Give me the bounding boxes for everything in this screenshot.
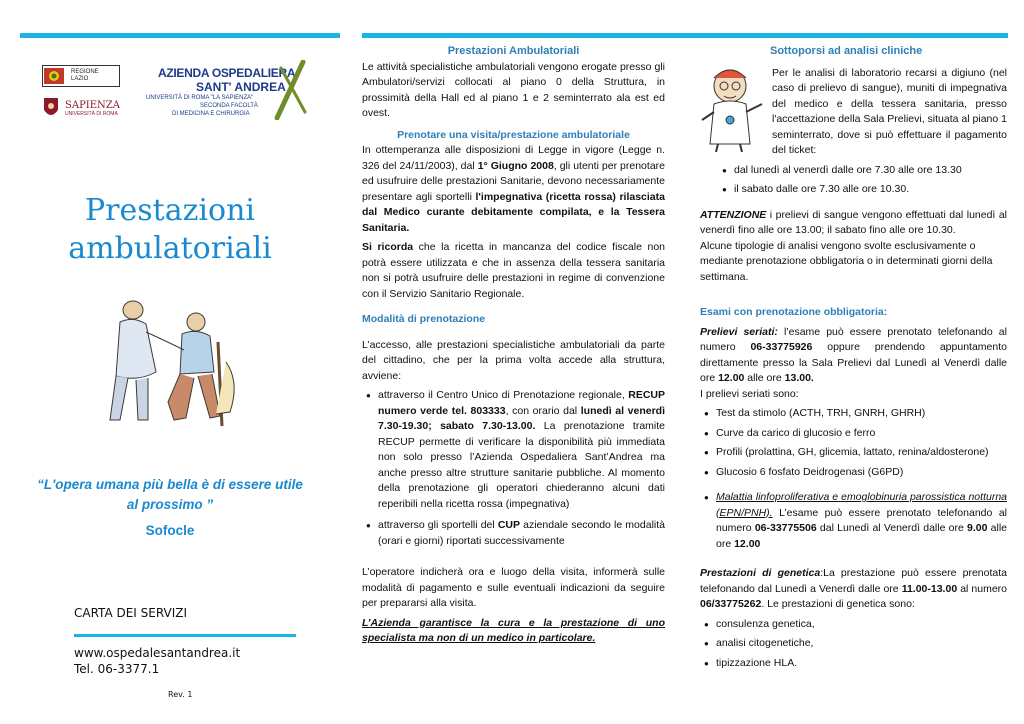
- hours-weekday: ● dal lunedì al venerdì dalle ore 7.30 alle ore 13.30: [700, 163, 1007, 179]
- andrea-cross-icon: [273, 60, 313, 120]
- top-bar-right: [362, 33, 1008, 38]
- prenotare-heading: Prenotare una visita/prestazione ambulatoriale: [397, 128, 630, 141]
- regione-emblem-icon: [43, 67, 65, 85]
- recup-text-c: , con orario dal: [505, 404, 581, 417]
- malattia-item: [700, 490, 1007, 552]
- sapienza-sub: UNIVERSITÀ DI ROMA: [65, 110, 118, 117]
- quote-author: Sofocle: [145, 523, 195, 538]
- prelievi-label: Prelievi seriati:: [700, 325, 778, 338]
- ricorda-label: Si ricorda: [362, 241, 414, 253]
- accesso-paragraph: L’accesso, alle prestazioni specialistiche ambulatoriali da parte del cittadino, che per la prima volta accede alla struttura, avviene:: [362, 338, 665, 382]
- prelievi-number: 06-33775926: [750, 341, 813, 353]
- legge-date: 1° Giugno 2008: [477, 159, 554, 172]
- sapienza-label: SAPIENZA: [65, 99, 120, 111]
- website-link[interactable]: www.ospedalesantandrea.it: [74, 646, 241, 660]
- garanzia-paragraph: L’Azienda garantisce la cura e la prestazione di uno specialista ma non di un medico in particolare.: [362, 616, 665, 644]
- panel-middle: [362, 40, 665, 647]
- genetica-item: ● analisi citogenetiche,: [700, 636, 1007, 652]
- cup-label: CUP: [497, 519, 521, 531]
- regione-label: REGIONE LAZIO: [71, 69, 99, 82]
- malattia-hour-start: 9.00: [967, 522, 988, 534]
- esami-heading: Esami con prenotazione obbligatoria:: [700, 306, 888, 318]
- genetica-text-a: :La prestazione può essere prenotata telefonando dal Lunedì a Venerdì dalle ore: [700, 567, 1007, 595]
- seriati-item: ● Test da stimolo (ACTH, TRH, GNRH, GHRH): [700, 406, 1007, 422]
- operatore-paragraph: L’operatore indicherà ora e luogo della visita, informerà sulle modalità di pagamento e sulle eventuali indicazioni da seguire per prepararsi alla visita.: [362, 566, 665, 609]
- seriati-item: ● Profili (prolattina, GH, glicemia, lattato, renina/aldosterone): [700, 445, 1007, 461]
- brochure-title-line2: ambulatoriali: [68, 231, 272, 266]
- right-heading: Sottoporsi ad analisi cliniche: [770, 45, 923, 57]
- malattia-text-a: L’esame può essere prenotato telefonando al numero: [716, 506, 1007, 534]
- seriati-item: ● Curve da carico di glucosio e ferro: [700, 426, 1007, 442]
- university-line: UNIVERSITÀ DI ROMA "LA SAPIENZA": [146, 95, 254, 101]
- panel-right: [700, 40, 1007, 671]
- prelievi-text-c: alle ore: [744, 372, 785, 384]
- ricorda-text: che la ricetta in mancanza del codice fiscale non potrà essere utilizzata e che in assenza della tessera sanitaria non si potrà usufruire delle prestazioni in regime di convenzione con il Servizio Sanitario Regionale.: [362, 241, 665, 300]
- seriati-item: ● Glucosio 6 fosfato Deidrogenasi (G6PD): [700, 465, 1007, 481]
- prelievi-hour-end: 13.00.: [784, 372, 814, 384]
- panel-left: [20, 40, 340, 724]
- legge-impegnativa: l'impegnativa (ricetta rossa) rilasciata dal Medico curante debitamente compilata, e la Tessera Sanitaria.: [362, 190, 665, 234]
- legge-paragraph: [362, 143, 665, 236]
- quote-block: [20, 475, 320, 541]
- cup-text-c: aziendale secondo le modalità (orari e giorni) riportati successivamente: [378, 519, 665, 547]
- prelievi-text-a: l’esame può essere prenotato telefonando al numero: [700, 325, 1007, 353]
- genetica-text-c: . Le prestazioni di genetica sono:: [761, 598, 915, 610]
- doctor-illustration: [700, 64, 766, 154]
- alcune-paragraph: Alcune tipologie di analisi vengono svolte esclusivamente o mediante prenotazione obbligatoria o in determinati giorni della settimana.: [700, 239, 993, 283]
- analisi-intro: Per le analisi di laboratorio recarsi a digiuno (nel caso di prelievo di sangue), muniti di impegnativa del medico e della tessera sanitaria, presso l'accettazione della Sala Prelievi, situata al piano 1 seminterrato, dove si può effettuare il pagamento del ticket:: [772, 66, 1007, 156]
- malattia-number: 06-33775506: [754, 522, 817, 534]
- prelievi-hour-start: 12.00: [718, 372, 745, 384]
- genetica-item: ● consulenza genetica,: [700, 617, 1007, 633]
- attenzione-paragraph: [700, 208, 1007, 239]
- hours-saturday: ● il sabato dalle ore 7.30 alle ore 10.30.: [700, 182, 1007, 198]
- malattia-text-c: alle ore: [716, 522, 1008, 550]
- cup-item: [362, 518, 665, 549]
- hospital-name-line1: AZIENDA OSPEDALIERA: [158, 66, 296, 80]
- sapienza-seal-icon: [42, 96, 60, 120]
- recup-text-a: attraverso il Centro Unico di Prenotazione regionale,: [378, 389, 629, 401]
- prelievi-paragraph: [700, 325, 1007, 387]
- footer-bar: [74, 634, 296, 637]
- genetica-paragraph: [700, 566, 1007, 613]
- prelievi-text-b: oppure prendendo appuntamento direttamente presso la Sala Prelievi dal Lunedì al Venerdì dalle ore: [700, 341, 1007, 384]
- ricorda-paragraph: [362, 240, 665, 302]
- top-bar-left: [20, 33, 340, 38]
- genetica-hours: 11.00-13.00: [901, 582, 958, 595]
- recup-item: [362, 388, 665, 512]
- faculty-line2: DI MEDICINA E CHIRURGIA: [172, 111, 250, 117]
- attenzione-label: ATTENZIONE: [700, 208, 767, 221]
- brochure-title-line1: Prestazioni: [85, 193, 255, 228]
- nurse-patient-illustration: [98, 292, 248, 432]
- hospital-logo: [138, 60, 318, 130]
- revision-label: Rev. 1: [168, 690, 193, 699]
- phone-number: Tel. 06-3377.1: [74, 662, 160, 676]
- hospital-name-line2: SANT' ANDREA: [196, 80, 286, 94]
- quote-line2: al prossimo ”: [126, 497, 214, 512]
- attenzione-text: i prelievi di sangue vengono effettuati dal lunedì al venerdì fino alle ore 13.00; il sabato fino alle ore 10.30.: [700, 208, 1007, 236]
- malattia-label: Malattia linfoproliferativa e emoglobinuria parossistica notturna (EPN/PNH).: [716, 491, 1007, 519]
- seriati-intro: I prelievi seriati sono:: [700, 387, 799, 400]
- modalita-heading: Modalità di prenotazione: [362, 313, 486, 325]
- brochure-title: [20, 192, 320, 268]
- legge-text-a: In ottemperanza alle disposizioni di Legge in vigore (Legge n. 326 del 24/11/2003), dal: [362, 144, 665, 172]
- recup-text-e: La prenotazione tramite RECUP permette di verificare la disponibilità più immediata non solo presso l’Azienda Ospedaliera Sant’Andrea ma anche presso altre strutture sanitarie pubbliche. Al momento della prenotazione gli operatori chiederanno alcuni dati reperibili nella ricetta rossa (impegnativa): [378, 420, 666, 510]
- genetica-text-b: al numero: [957, 582, 1008, 595]
- faculty-line1: SECONDA FACOLTÀ: [200, 103, 258, 109]
- sapienza-logo: [42, 95, 132, 121]
- middle-intro: Le attività specialistiche ambulatoriali vengono erogate presso gli Ambulatori/servizi collocati al piano 0 della Struttura, in prossimità della Hall ed al piano 1 e 2 seminterrato ala est ed ovest.: [362, 60, 665, 119]
- genetica-number: 06/33775262: [700, 598, 762, 610]
- regione-lazio-logo: [42, 65, 120, 87]
- malattia-hour-end: 12.00: [734, 537, 761, 550]
- middle-heading: Prestazioni Ambulatoriali: [447, 45, 580, 57]
- quote-line1: “L'opera umana più bella è di essere utile: [37, 477, 303, 492]
- recup-number: RECUP numero verde tel. 803333: [378, 389, 665, 417]
- legge-text-c: , gli utenti per prenotare ed usufruire delle prestazioni Sanitarie, devono necessariamente presentare agli sportelli: [362, 159, 665, 203]
- genetica-item: ● tipizzazione HLA.: [700, 656, 1007, 672]
- recup-hours: lunedì al venerdì 7.30-19.30; sabato 7.30-13.00.: [378, 404, 666, 432]
- genetica-label: Prestazioni di genetica: [700, 567, 821, 579]
- malattia-text-b: dal Lunedì al Venerdì dalle ore: [816, 522, 968, 534]
- cup-text-a: attraverso gli sportelli del: [378, 519, 498, 531]
- carta-dei-servizi: CARTA DEI SERVIZI: [74, 606, 188, 620]
